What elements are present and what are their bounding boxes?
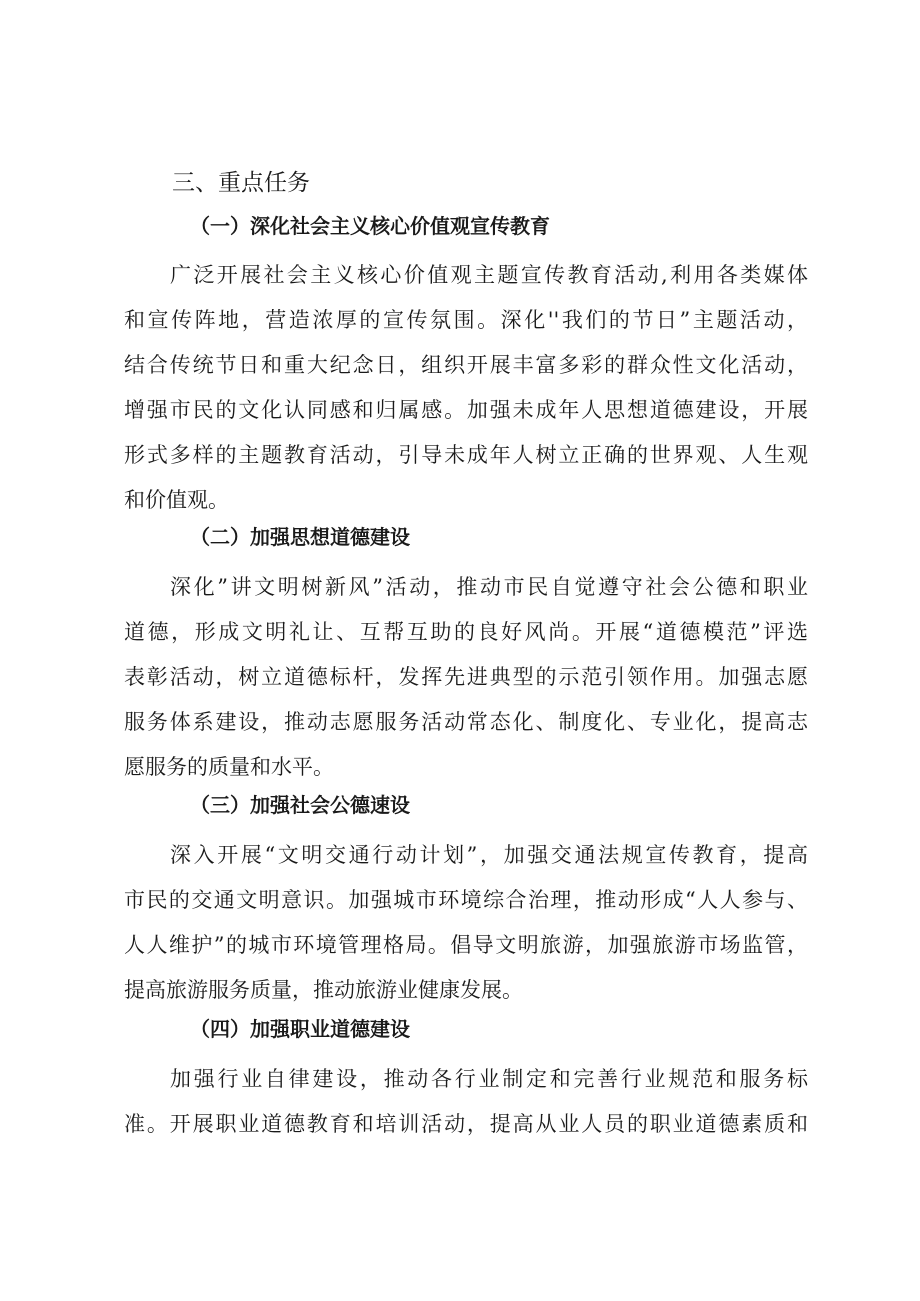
paragraph-line: 深入开展“文明交通行动计划”，加强交通法规宣传教育，提高 <box>170 843 808 867</box>
paragraph-line: 广泛开展社会主义核心价值观主题宣传教育活动,利用各类媒体 <box>170 263 808 287</box>
paragraph-line: 人人维护”的城市环境管理格局。倡导文明旅游，加强旅游市场监管， <box>124 933 808 957</box>
section-heading-3: （三）加强社会公德速设 <box>190 793 410 817</box>
paragraph-line: 增强市民的文化认同感和归属感。加强未成年人思想道德建设，开展 <box>124 398 808 422</box>
paragraph-line: 和宣传阵地，营造浓厚的宣传氛围。深化''我们的节日”主题活动， <box>124 308 808 332</box>
section-heading-4: （四）加强职业道德建设 <box>190 1017 410 1041</box>
paragraph-line: 准。开展职业道德教育和培训活动，提高从业人员的职业道德素质和 <box>124 1112 808 1136</box>
paragraph-line: 提高旅游服务质量，推动旅游业健康发展。 <box>124 978 523 1002</box>
paragraph-line: 服务体系建设，推动志愿服务活动常态化、制度化、专业化，提高志 <box>124 710 808 734</box>
paragraph-line: 和价值观。 <box>124 488 229 512</box>
paragraph-line: 道德，形成文明礼让、互帮互助的良好风尚。开展“道德模范”评选 <box>124 620 808 644</box>
section-heading-2: （二）加强思想道德建设 <box>190 525 410 549</box>
paragraph-line: 表彰活动，树立道德标杆，发挥先进典型的示范引领作用。加强志愿 <box>124 665 808 689</box>
paragraph-line: 加强行业自律建设，推动各行业制定和完善行业规范和服务标 <box>170 1067 808 1091</box>
paragraph-line: 愿服务的质量和水平。 <box>124 755 334 779</box>
paragraph-line: 形式多样的主题教育活动，引导未成年人树立正确的世界观、人生观 <box>124 443 808 467</box>
paragraph-line: 市民的交通文明意识。加强城市环境综合治理，推动形成“人人参与、 <box>124 888 808 912</box>
paragraph-line: 深化”讲文明树新风”活动，推动市民自觉遵守社会公德和职业 <box>170 575 808 599</box>
section-heading-1: （一）深化社会主义核心价值观宣传教育 <box>190 214 550 238</box>
chapter-title: 三、重点任务 <box>172 170 310 196</box>
paragraph-line: 结合传统节日和重大纪念日，组织开展丰富多彩的群众性文化活动， <box>124 353 808 377</box>
